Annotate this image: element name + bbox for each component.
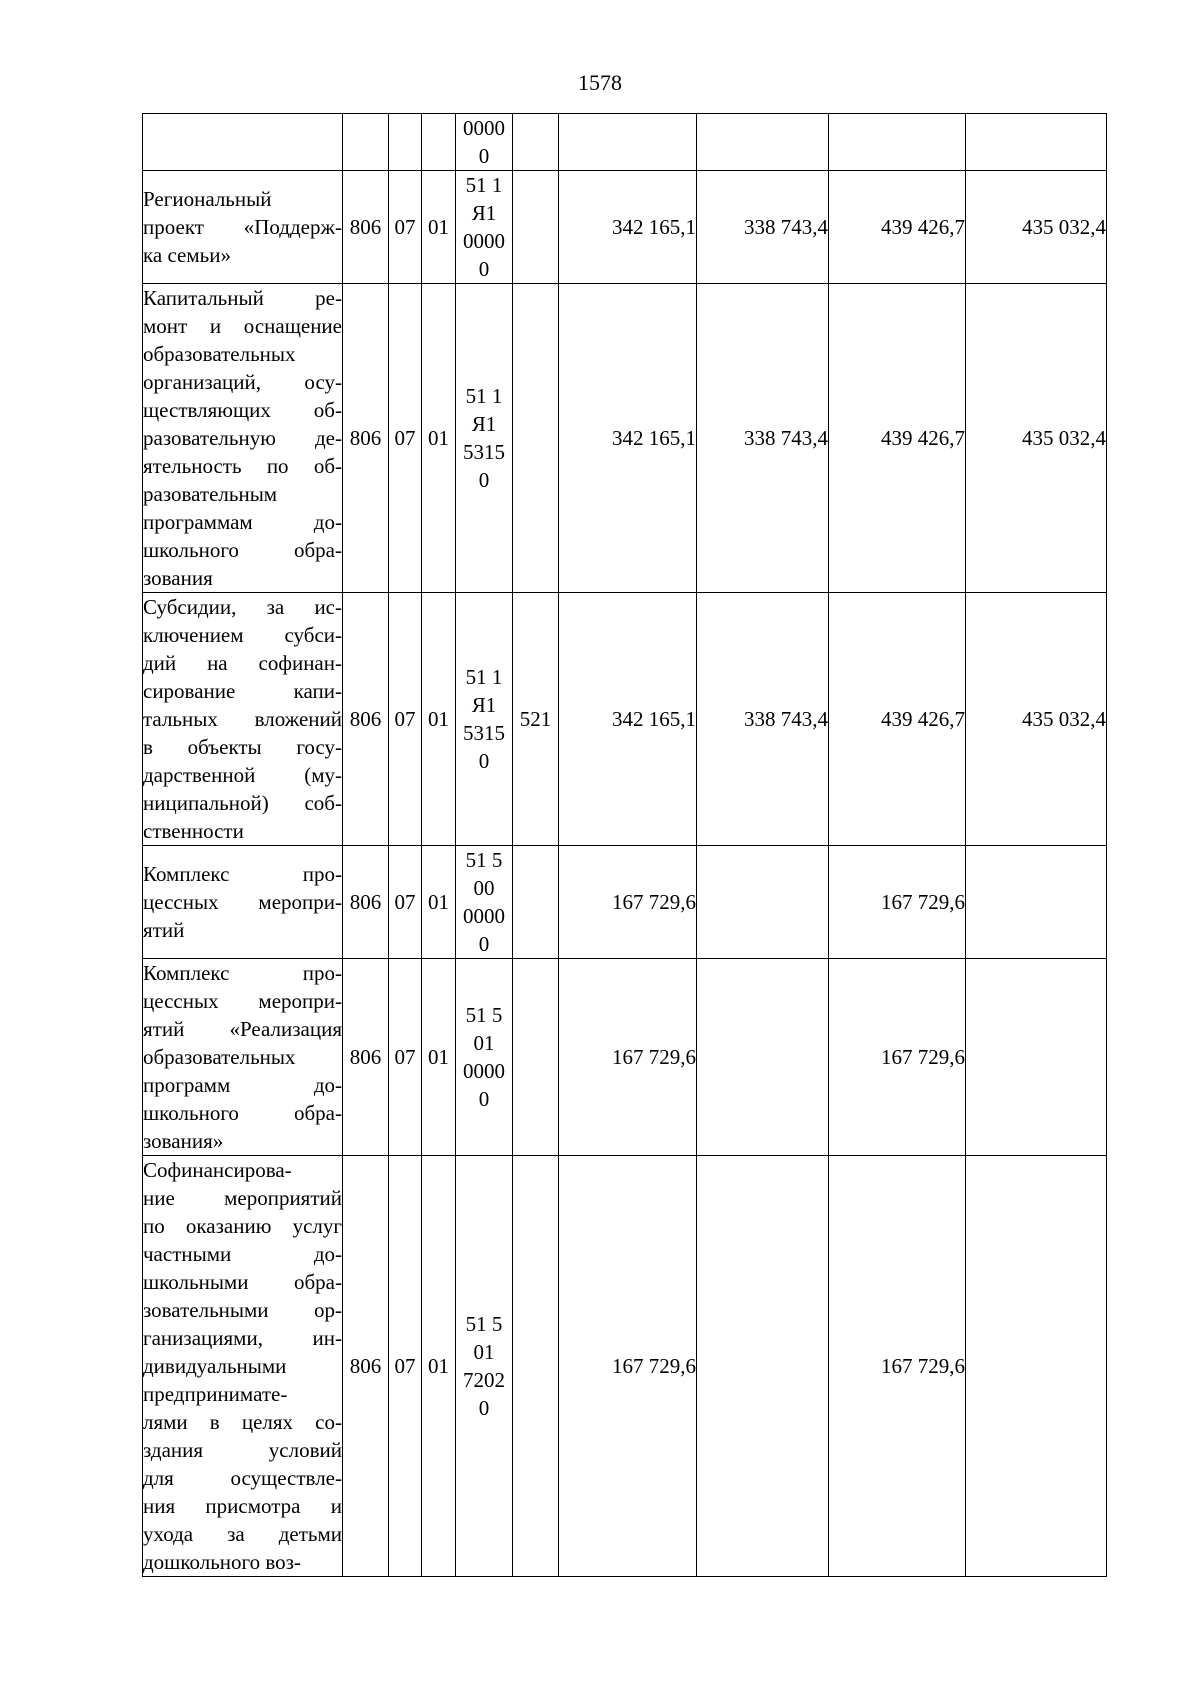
cell-amount-3: 439 426,7 bbox=[829, 284, 966, 593]
cell-amount-3: 167 729,6 bbox=[829, 1156, 966, 1577]
item-name-line: ниципальной) соб- bbox=[143, 791, 342, 815]
item-name-line: Субсидии, за ис- bbox=[143, 595, 342, 619]
table-row bbox=[143, 171, 1107, 284]
item-name-line: монт и оснащение bbox=[143, 314, 342, 338]
target-article-code-line: 5315 bbox=[463, 721, 505, 745]
cell-subsection-code bbox=[422, 114, 456, 171]
cell-subsection-code: 01 bbox=[422, 959, 456, 1156]
item-name-line: ние мероприятий bbox=[143, 1186, 342, 1210]
item-name-line: зовательными ор- bbox=[143, 1298, 342, 1322]
target-article-code-line: 7202 bbox=[463, 1368, 505, 1392]
target-article-code-line: Я1 bbox=[471, 412, 497, 436]
page-number: 1578 bbox=[578, 70, 622, 95]
table-row bbox=[143, 114, 1107, 171]
item-name-line: Региональный bbox=[143, 187, 272, 211]
cell-subsection-code: 01 bbox=[422, 171, 456, 284]
target-article-code-line: 0 bbox=[478, 468, 490, 492]
item-name-line: школьного обра- bbox=[143, 1101, 342, 1125]
cell-department-code: 806 bbox=[343, 171, 389, 284]
target-article-code-line: 0000 bbox=[463, 1059, 505, 1083]
budget-table-body bbox=[143, 114, 1107, 1577]
item-name-line: сирование капи- bbox=[143, 679, 342, 703]
cell-expense-type-code: 521 bbox=[513, 593, 559, 846]
cell-subsection-code: 01 bbox=[422, 1156, 456, 1577]
cell-item-name bbox=[143, 171, 343, 284]
cell-amount-1: 167 729,6 bbox=[559, 846, 697, 959]
cell-department-code: 806 bbox=[343, 1156, 389, 1577]
cell-item-name bbox=[143, 284, 343, 593]
target-article-code-line: 0000 bbox=[463, 904, 505, 928]
target-article-code-line: 51 1 bbox=[465, 665, 503, 689]
item-name-line: предпринимате- bbox=[143, 1382, 288, 1406]
cell-amount-2: 338 743,4 bbox=[697, 284, 829, 593]
target-article-code-line: 51 1 bbox=[465, 384, 503, 408]
cell-target-article-code bbox=[456, 114, 513, 171]
target-article-code-line: 51 5 bbox=[465, 1312, 503, 1336]
cell-item-name bbox=[143, 959, 343, 1156]
item-name-line: здания условий bbox=[143, 1438, 342, 1462]
item-name-line: разовательным bbox=[143, 482, 278, 506]
cell-amount-1: 167 729,6 bbox=[559, 1156, 697, 1577]
table-row bbox=[143, 1156, 1107, 1577]
item-name-line: по оказанию услуг bbox=[143, 1214, 342, 1238]
item-name-line: Комплекс про- bbox=[143, 961, 342, 985]
cell-amount-2: 338 743,4 bbox=[697, 593, 829, 846]
cell-expense-type-code bbox=[513, 171, 559, 284]
cell-amount-3: 167 729,6 bbox=[829, 959, 966, 1156]
budget-table bbox=[142, 113, 1107, 1577]
table-row bbox=[143, 959, 1107, 1156]
cell-amount-3: 439 426,7 bbox=[829, 593, 966, 846]
item-name-line: в объекты госу- bbox=[143, 735, 342, 759]
cell-amount-1: 342 165,1 bbox=[559, 284, 697, 593]
item-name-line: программам до- bbox=[143, 510, 342, 534]
cell-amount-4 bbox=[966, 114, 1107, 171]
item-name-line: зования» bbox=[143, 1129, 224, 1153]
target-article-code-line: 0000 bbox=[463, 229, 505, 253]
item-name-line: ятий bbox=[143, 918, 185, 942]
cell-expense-type-code bbox=[513, 846, 559, 959]
target-article-code-line: 5315 bbox=[463, 440, 505, 464]
cell-subsection-code: 01 bbox=[422, 284, 456, 593]
item-name-line: программ до- bbox=[143, 1073, 342, 1097]
cell-target-article-code bbox=[456, 959, 513, 1156]
item-name-line: Софинансирова- bbox=[143, 1158, 292, 1182]
cell-amount-4 bbox=[966, 1156, 1107, 1577]
item-name-line: тальных вложений bbox=[143, 707, 342, 731]
cell-amount-1: 342 165,1 bbox=[559, 593, 697, 846]
item-name-line: Капитальный ре- bbox=[143, 286, 342, 310]
item-name-line: ухода за детьми bbox=[143, 1522, 342, 1546]
target-article-code-line: 0 bbox=[478, 1396, 490, 1420]
item-name-line: образовательных bbox=[143, 1045, 296, 1069]
cell-expense-type-code bbox=[513, 114, 559, 171]
cell-subsection-code: 01 bbox=[422, 593, 456, 846]
target-article-code-line: 01 bbox=[473, 1031, 495, 1055]
cell-target-article-code bbox=[456, 284, 513, 593]
cell-amount-1 bbox=[559, 114, 697, 171]
cell-section-code bbox=[389, 114, 422, 171]
cell-expense-type-code bbox=[513, 1156, 559, 1577]
cell-amount-1: 342 165,1 bbox=[559, 171, 697, 284]
cell-amount-2 bbox=[697, 959, 829, 1156]
cell-department-code: 806 bbox=[343, 846, 389, 959]
item-name-line: разовательную де- bbox=[143, 426, 342, 450]
cell-amount-3 bbox=[829, 114, 966, 171]
cell-section-code: 07 bbox=[389, 171, 422, 284]
item-name-line: ключением субси- bbox=[143, 623, 342, 647]
cell-department-code bbox=[343, 114, 389, 171]
target-article-code-line: 0 bbox=[478, 749, 490, 773]
table-row bbox=[143, 593, 1107, 846]
item-name-line: школьными обра- bbox=[143, 1270, 342, 1294]
target-article-code-line: Я1 bbox=[471, 693, 497, 717]
cell-section-code: 07 bbox=[389, 284, 422, 593]
target-article-code-line: 0 bbox=[478, 1087, 490, 1111]
cell-amount-1: 167 729,6 bbox=[559, 959, 697, 1156]
cell-item-name bbox=[143, 114, 343, 171]
item-name-line: для осуществле- bbox=[143, 1466, 342, 1490]
cell-target-article-code bbox=[456, 171, 513, 284]
cell-amount-2 bbox=[697, 114, 829, 171]
cell-amount-4: 435 032,4 bbox=[966, 593, 1107, 846]
table-row bbox=[143, 846, 1107, 959]
cell-amount-4: 435 032,4 bbox=[966, 284, 1107, 593]
item-name-line: дошкольного воз- bbox=[143, 1550, 301, 1574]
cell-section-code: 07 bbox=[389, 593, 422, 846]
item-name-line: школьного обра- bbox=[143, 538, 342, 562]
target-article-code-line: 00 bbox=[473, 876, 495, 900]
item-name-line: дивидуальными bbox=[143, 1354, 287, 1378]
cell-section-code: 07 bbox=[389, 846, 422, 959]
cell-section-code: 07 bbox=[389, 959, 422, 1156]
item-name-line: образовательных bbox=[143, 342, 296, 366]
target-article-code-line: 0 bbox=[478, 144, 490, 168]
cell-amount-2 bbox=[697, 1156, 829, 1577]
item-name-line: ятий «Реализация bbox=[143, 1017, 342, 1041]
cell-expense-type-code bbox=[513, 284, 559, 593]
target-article-code-line: 0 bbox=[478, 257, 490, 281]
item-name-line: дий на софинан- bbox=[143, 651, 342, 675]
cell-subsection-code: 01 bbox=[422, 846, 456, 959]
item-name-line: цессных меропри- bbox=[143, 890, 342, 914]
cell-item-name bbox=[143, 1156, 343, 1577]
cell-item-name bbox=[143, 846, 343, 959]
cell-amount-4 bbox=[966, 846, 1107, 959]
cell-amount-4 bbox=[966, 959, 1107, 1156]
item-name-line: ния присмотра и bbox=[143, 1494, 342, 1518]
cell-target-article-code bbox=[456, 593, 513, 846]
cell-amount-2 bbox=[697, 846, 829, 959]
item-name-line: ятельность по об- bbox=[143, 454, 342, 478]
table-row bbox=[143, 284, 1107, 593]
cell-amount-3: 167 729,6 bbox=[829, 846, 966, 959]
cell-target-article-code bbox=[456, 846, 513, 959]
item-name-line: цессных меропри- bbox=[143, 989, 342, 1013]
item-name-line: ственности bbox=[143, 819, 244, 843]
cell-amount-3: 439 426,7 bbox=[829, 171, 966, 284]
cell-department-code: 806 bbox=[343, 959, 389, 1156]
cell-department-code: 806 bbox=[343, 593, 389, 846]
cell-section-code: 07 bbox=[389, 1156, 422, 1577]
item-name-line: Комплекс про- bbox=[143, 862, 342, 886]
cell-expense-type-code bbox=[513, 959, 559, 1156]
target-article-code-line: Я1 bbox=[471, 201, 497, 225]
cell-target-article-code bbox=[456, 1156, 513, 1577]
item-name-line: проект «Поддерж- bbox=[143, 215, 342, 239]
cell-amount-4: 435 032,4 bbox=[966, 171, 1107, 284]
target-article-code-line: 01 bbox=[473, 1340, 495, 1364]
item-name-line: ка семьи» bbox=[143, 243, 231, 267]
item-name-line: частными до- bbox=[143, 1242, 342, 1266]
item-name-line: ганизациями, ин- bbox=[143, 1326, 342, 1350]
cell-amount-2: 338 743,4 bbox=[697, 171, 829, 284]
target-article-code-line: 51 1 bbox=[465, 173, 503, 197]
item-name-line: дарственной (му- bbox=[143, 763, 342, 787]
item-name-line: зования bbox=[143, 566, 213, 590]
target-article-code-line: 51 5 bbox=[465, 1003, 503, 1027]
target-article-code-line: 51 5 bbox=[465, 848, 503, 872]
cell-department-code: 806 bbox=[343, 284, 389, 593]
target-article-code-line: 0 bbox=[478, 932, 490, 956]
item-name-line: лями в целях со- bbox=[143, 1410, 342, 1434]
target-article-code-line: 0000 bbox=[463, 116, 505, 140]
item-name-line: организаций, осу- bbox=[143, 370, 342, 394]
cell-item-name bbox=[143, 593, 343, 846]
item-name-line: ществляющих об- bbox=[143, 398, 342, 422]
